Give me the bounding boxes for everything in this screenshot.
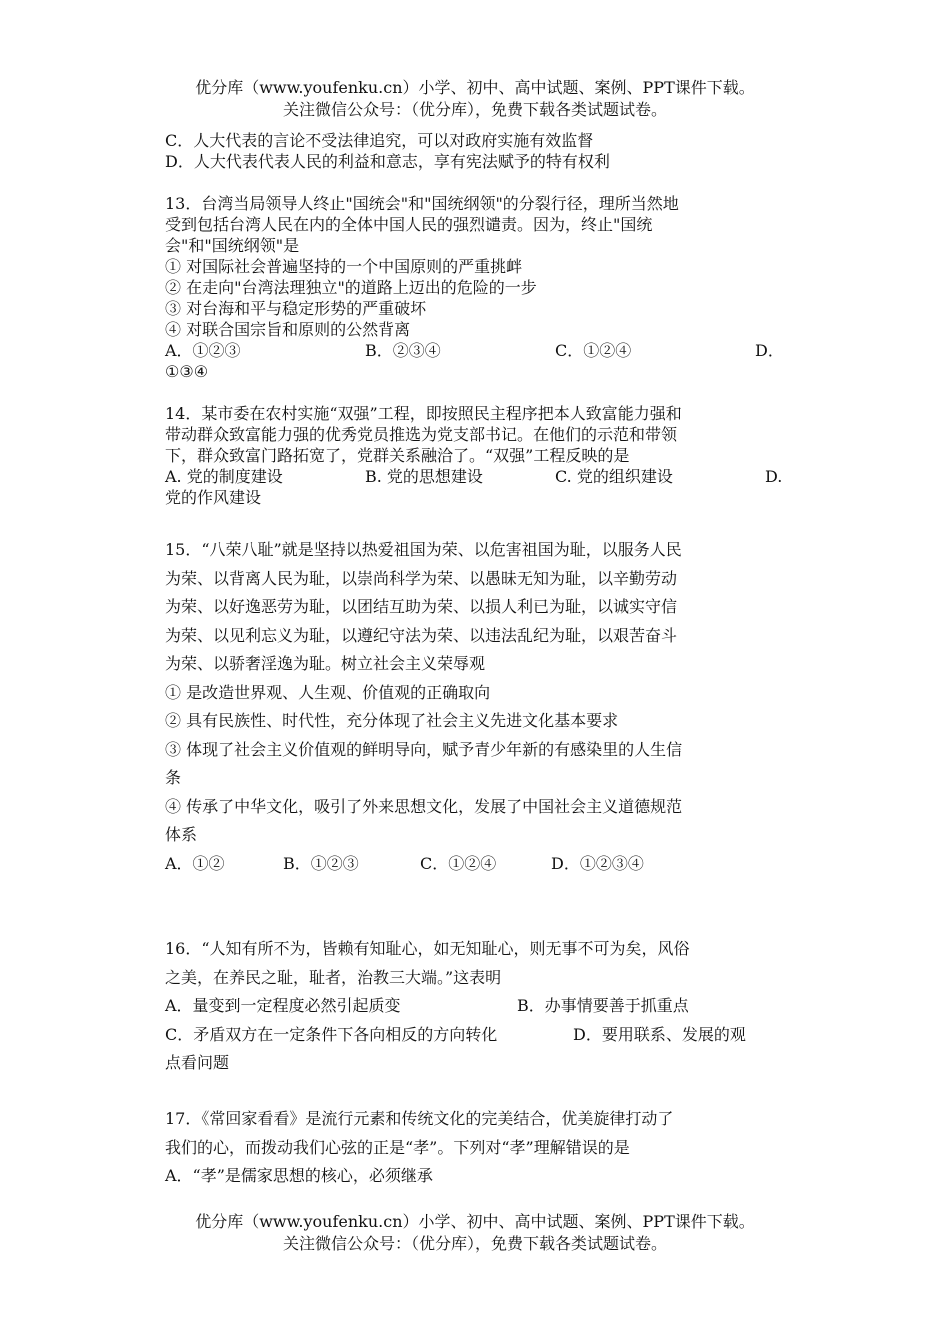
q13-options-row [165,340,785,361]
page-footer [0,1211,950,1255]
q13-stem-line: 13．台湾当局领导人终止"国统会"和"国统纲领"的分裂行径，理所当然地 [165,194,679,213]
q17-option-a: A．“孝”是儒家思想的核心，必须继承 [165,1166,433,1185]
question-16 [165,935,785,1078]
q16-option-d: D．要用联系、发展的观 [573,1024,746,1044]
question-14 [165,403,785,508]
q16-option-d-continued: 点看问题 [165,1053,230,1072]
q17-stem-line: 17．《常回家看看》是流行元素和传统文化的完美结合，优美旋律打动了 [165,1109,674,1128]
q15-stem-line: 为荣、以好逸恶劳为耻，以团结互助为荣、以损人利已为耻，以诚实守信 [165,597,678,616]
q16-stem-line: 之美，在养民之耻，耻者，治教三大端。”这表明 [165,967,502,987]
q14-stem-line: 带动群众致富能力强的优秀党员推选为党支部书记。在他们的示范和带领 [165,425,678,444]
q14-stem-line: 14．某市委在农村实施“双强”工程，即按照民主程序把本人致富能力强和 [165,404,682,423]
q16-option-c: C．矛盾双方在一定条件下各向相反的方向转化 [165,1024,498,1044]
q15-item-3: ③ 体现了社会主义价值观的鲜明导向，赋予青少年新的有感染里的人生信 [165,739,683,759]
q15-option-d: D．①②③④ [551,853,644,873]
header-line-2: 关注微信公众号：（优分库），免费下载各类试题试卷。 [282,100,667,119]
q17-stem-line: 我们的心，而拨动我们心弦的正是“孝”。下列对“孝”理解错误的是 [165,1137,630,1157]
q16-options-row-2 [165,1021,785,1050]
q15-option-b: B．①②③ [283,853,359,873]
question-12-options [165,130,785,172]
q14-stem-line: 下，群众致富门路拓宽了，党群关系融洽了。“双强”工程反映的是 [165,446,630,465]
q15-item-1: ① 是改造世界观、人生观、价值观的正确取向 [165,682,491,702]
q13-item-4: ④ 对联合国宗旨和原则的公然背离 [165,320,411,339]
q13-option-b: B．②③④ [365,341,441,360]
q13-option-a: A．①②③ [165,341,241,360]
q15-stem-line: 为荣、以见利忘义为耻，以遵纪守法为荣、以违法乱纪为耻，以艰苦奋斗 [165,625,678,645]
q12-option-d: D．人大代表代表人民的利益和意志，享有宪法赋予的特有权利 [165,152,610,171]
q13-option-d-continued: ①③④ [165,362,209,381]
q15-stem-line: 为荣、以骄奢淫逸为耻。树立社会主义荣辱观 [165,654,486,673]
q15-stem-line: 15．“八荣八耻”就是坚持以热爱祖国为荣、以危害祖国为耻，以服务人民 [165,540,682,559]
q16-option-a: A．量变到一定程度必然引起质变 [165,996,401,1015]
q13-item-2: ② 在走向"台湾法理独立"的道路上迈出的危险的一步 [165,278,537,297]
q15-option-a: A．①② [165,853,225,873]
footer-line-1: 优分库（www.youfenku.cn）小学、初中、高中试题、案例、PPT课件下载。 [195,1212,755,1231]
q16-stem-line: 16．“人知有所不为，皆赖有知耻心，如无知耻心，则无事不可为矣，风俗 [165,939,690,958]
q14-option-b: B. 党的思想建设 [365,467,483,486]
q14-option-d: D. [765,467,783,486]
q13-item-3: ③ 对台海和平与稳定形势的严重破坏 [165,299,427,318]
q15-item-4-continued: 体系 [165,825,198,844]
q15-item-4: ④ 传承了中华文化，吸引了外来思想文化，发展了中国社会主义道德规范 [165,796,683,816]
q15-option-c: C．①②④ [420,853,497,873]
question-15 [165,536,785,878]
q14-option-d-continued: 党的作风建设 [165,488,262,507]
header-line-1: 优分库（www.youfenku.cn）小学、初中、高中试题、案例、PPT课件下载。 [195,78,755,97]
q13-item-1: ① 对国际社会普遍坚持的一个中国原则的严重挑衅 [165,257,523,276]
q13-option-c: C．①②④ [555,341,632,360]
question-13 [165,193,785,382]
q16-option-b: B．办事情要善于抓重点 [517,996,689,1015]
q14-option-a: A. 党的制度建设 [165,467,283,486]
q13-stem-line: 受到包括台湾人民在内的全体中国人民的强烈谴责。因为，终止"国统 [165,215,653,234]
q15-stem-line: 为荣、以背离人民为耻，以崇尚科学为荣、以愚昧无知为耻，以辛勤劳动 [165,568,678,588]
footer-line-2: 关注微信公众号：（优分库），免费下载各类试题试卷。 [282,1234,667,1253]
question-17 [165,1105,785,1191]
q14-options-row [165,466,785,487]
q13-stem-line: 会"和"国统纲领"是 [165,236,300,255]
q12-option-c: C．人大代表的言论不受法律追究，可以对政府实施有效监督 [165,131,594,150]
q13-option-d: D． [755,341,784,360]
q15-item-2: ② 具有民族性、时代性，充分体现了社会主义先进文化基本要求 [165,711,619,730]
page-header [0,77,950,121]
q15-options-row [165,850,785,879]
q14-option-c: C. 党的组织建设 [555,467,673,486]
q16-options-row-1 [165,992,785,1021]
q15-item-3-continued: 条 [165,768,182,787]
